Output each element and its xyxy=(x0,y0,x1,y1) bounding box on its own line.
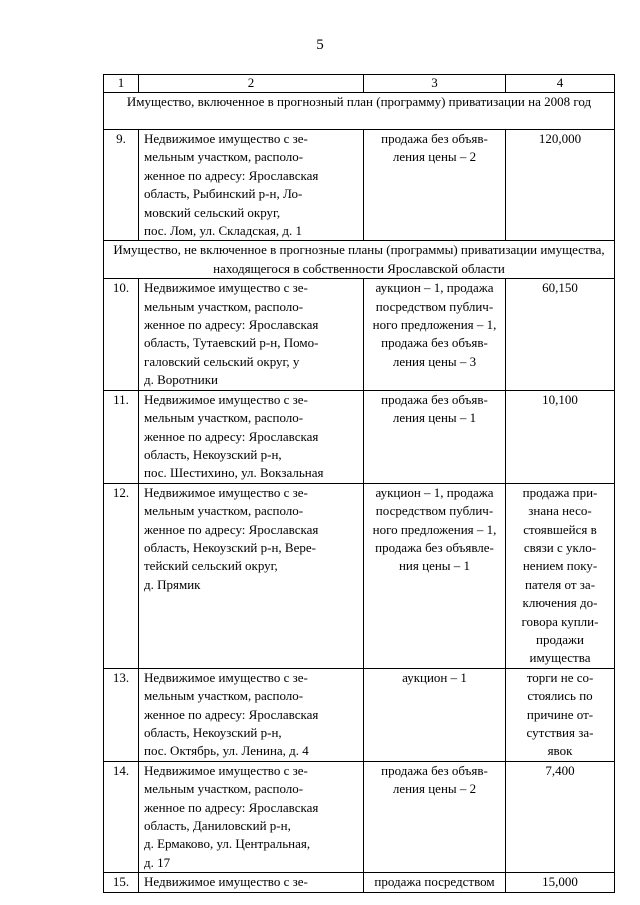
sale-method: аукцион – 1 xyxy=(364,668,506,761)
header-row xyxy=(104,75,615,93)
row-number: 14. xyxy=(104,761,139,872)
table-row xyxy=(104,483,615,668)
header-cell-4: 4 xyxy=(506,75,615,93)
sale-method: продажа без объяв- ления цены – 1 xyxy=(364,390,506,483)
property-description: Недвижимое имущество с зе- xyxy=(139,873,364,892)
table-row xyxy=(104,668,615,761)
result-value: 60,150 xyxy=(506,279,615,390)
property-description: Недвижимое имущество с зе- мельным участком, располо- женное по адресу: Ярославская область, Рыбинский р-н, Ло- мовский сельский округ, пос. Лом, ул. Складская, д. 1 xyxy=(139,130,364,241)
property-description: Недвижимое имущество с зе- мельным участком, располо- женное по адресу: Ярославская область, Некоузский р-н, Вере- тейский сельский округ, д. Прямик xyxy=(139,483,364,668)
section-heading: Имущество, включенное в прогнозный план (программу) приватизации на 2008 год xyxy=(104,93,615,130)
row-number: 12. xyxy=(104,483,139,668)
row-number: 10. xyxy=(104,279,139,390)
table-row xyxy=(104,279,615,390)
table-row xyxy=(104,761,615,872)
table-row xyxy=(104,873,615,892)
section-heading: Имущество, не включенное в прогнозные планы (программы) приватизации имущества, находящегося в собственности Ярославской области xyxy=(104,241,615,279)
section-heading-row xyxy=(104,93,615,130)
row-number: 15. xyxy=(104,873,139,892)
result-value: 10,100 xyxy=(506,390,615,483)
sale-method: аукцион – 1, продажа посредством публич- ного предложения – 1, продажа без объяв- ления цены – 3 xyxy=(364,279,506,390)
result-value: торги не со- стоялись по причине от- сутствия за- явок xyxy=(506,668,615,761)
property-description: Недвижимое имущество с зе- мельным участком, располо- женное по адресу: Ярославская область, Некоузский р-н, пос. Октябрь, ул. Ленина, д. 4 xyxy=(139,668,364,761)
row-number: 11. xyxy=(104,390,139,483)
table-row xyxy=(104,390,615,483)
sale-method: продажа без объяв- ления цены – 2 xyxy=(364,130,506,241)
page-number: 5 xyxy=(316,37,324,53)
property-description: Недвижимое имущество с зе- мельным участком, располо- женное по адресу: Ярославская область, Некоузский р-н, пос. Шестихино, ул. Вокзальная xyxy=(139,390,364,483)
header-cell-3: 3 xyxy=(364,75,506,93)
header-cell-1: 1 xyxy=(104,75,139,93)
row-number: 9. xyxy=(104,130,139,241)
sale-method: продажа без объяв- ления цены – 2 xyxy=(364,761,506,872)
section-heading-row xyxy=(104,241,615,279)
result-value: 7,400 xyxy=(506,761,615,872)
row-number: 13. xyxy=(104,668,139,761)
result-value: 120,000 xyxy=(506,130,615,241)
result-value: 15,000 xyxy=(506,873,615,892)
result-value: продажа при- знана несо- стоявшейся в связи с укло- нением поку- пателя от за- ключения до- говора купли- продажи имущества xyxy=(506,483,615,668)
table-row xyxy=(104,130,615,241)
property-description: Недвижимое имущество с зе- мельным участком, располо- женное по адресу: Ярославская область, Даниловский р-н, д. Ермаково, ул. Центральная, д. 17 xyxy=(139,761,364,872)
property-description: Недвижимое имущество с зе- мельным участком, располо- женное по адресу: Ярославская область, Тутаевский р-н, Помо- галовский сельский округ, у д. Воротники xyxy=(139,279,364,390)
privatization-table xyxy=(103,74,615,893)
sale-method: продажа посредством xyxy=(364,873,506,892)
sale-method: аукцион – 1, продажа посредством публич- ного предложения – 1, продажа без объявле- ния цены – 1 xyxy=(364,483,506,668)
header-cell-2: 2 xyxy=(139,75,364,93)
